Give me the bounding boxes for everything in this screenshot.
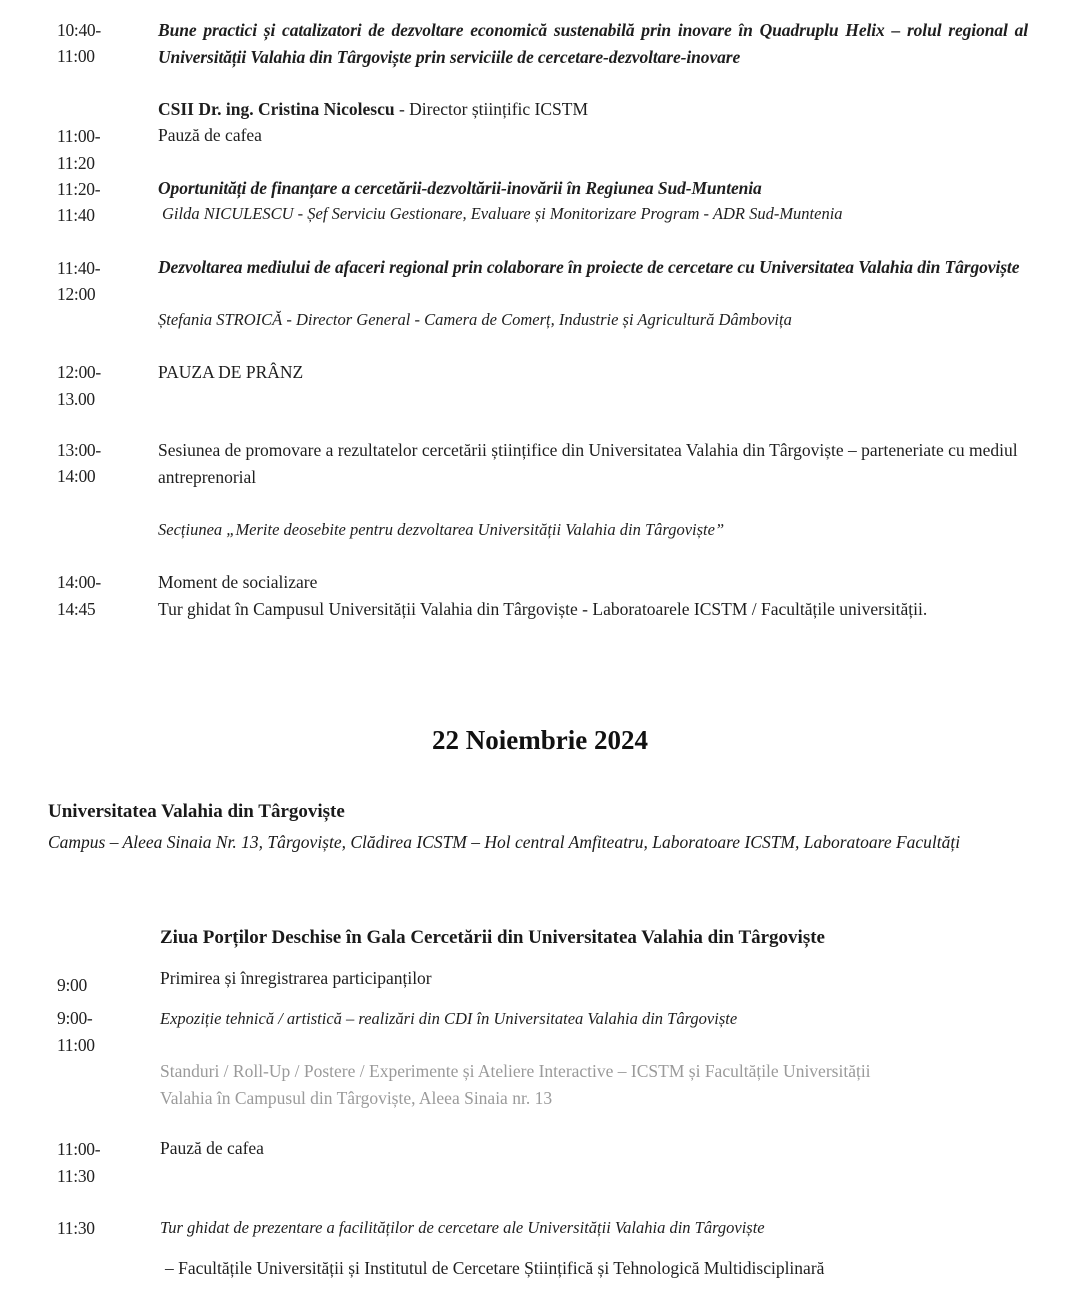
time-start: 11:20- [57, 179, 101, 199]
session-title: Oportunități de finanțare a cercetării-dezvoltării-inovării în Regiunea Sud-Muntenia [158, 178, 762, 198]
time-start: 11:40- [57, 258, 101, 278]
time-end: 11:00 [57, 46, 95, 66]
session-title: Expoziție tehnică / artistică – realizări din CDI în Universitatea Valahia din Târgoviște [160, 1009, 738, 1028]
time-start: 11:00- [57, 126, 101, 146]
time-start: 13:00- [57, 440, 101, 460]
speaker-line: Ștefania STROICĂ - Director General - Camera de Comerț, Industrie și Agricultură Dâmbovița [158, 310, 792, 329]
speaker-role: - Director științific ICSTM [394, 99, 589, 119]
speaker-line: Gilda NICULESCU - Șef Serviciu Gestionare, Evaluare și Monitorizare Program - ADR Sud-Muntenia [162, 204, 843, 223]
session-detail: Tur ghidat în Campusul Universității Valahia din Târgoviște - Laboratoarele ICSTM / Facultățile universității. [158, 599, 928, 619]
subsection-title: Secțiunea „Merite deosebite pentru dezvoltarea Universității Valahia din Târgoviște” [158, 520, 725, 539]
session-detail: Standuri / Roll-Up / Postere / Experimente și Ateliere Interactive – ICSTM și Facultățile Universității Valahia în Campusul din Târgoviște, Aleea Sinaia nr. 13 [160, 1061, 871, 1108]
time-end: 13.00 [57, 389, 95, 409]
time-end: 14:45 [57, 599, 96, 619]
time-end: 11:00 [57, 1035, 95, 1055]
session-title: Pauză de cafea [158, 125, 262, 145]
time-end: 14:00 [57, 466, 96, 486]
time-end: 12:00 [57, 284, 96, 304]
time: 9:00 [57, 975, 87, 995]
speaker-name: CSII Dr. ing. Cristina Nicolescu [158, 99, 395, 119]
session-title: PAUZA DE PRÂNZ [158, 362, 304, 382]
session-detail: – Facultățile Universității și Institutul de Cercetare Științifică și Tehnologică Multidisciplinară [165, 1258, 825, 1278]
time-start: 10:40- [57, 20, 101, 40]
session-title: Dezvoltarea mediului de afaceri regional prin colaborare în proiecte de cercetare cu Universitatea Valahia din Târgoviște [158, 257, 1020, 277]
date-heading: 22 Noiembrie 2024 [432, 725, 648, 755]
time: 11:30 [57, 1218, 95, 1238]
time-end: 11:20 [57, 153, 95, 173]
session-title: Pauză de cafea [160, 1138, 264, 1158]
time-start: 11:00- [57, 1139, 101, 1159]
session-title: Bune practici și catalizatori de dezvoltare economică sustenabilă prin inovare în Quadruplu Helix – rolul regional al Universității Valahia din Târgoviște prin serviciile de cercetare-dezvoltare-inovare [158, 20, 1028, 67]
time-end: 11:30 [57, 1166, 95, 1186]
venue-name: Universitatea Valahia din Târgoviște [48, 801, 345, 822]
section-title: Ziua Porților Deschise în Gala Cercetării din Universitatea Valahia din Târgoviște [160, 927, 825, 948]
time-start: 9:00- [57, 1008, 93, 1028]
time-start: 14:00- [57, 572, 101, 592]
time-end: 11:40 [57, 205, 95, 225]
session-title: Tur ghidat de prezentare a facilităților de cercetare ale Universității Valahia din Târgoviște [160, 1218, 765, 1237]
speaker-line [158, 96, 1028, 123]
session-title: Sesiunea de promovare a rezultatelor cercetării științifice din Universitatea Valahia din Târgoviște – parteneriate cu mediul antreprenorial [158, 440, 1018, 487]
venue-address: Campus – Aleea Sinaia Nr. 13, Târgoviște, Clădirea ICSTM – Hol central Amfiteatru, Laboratoare ICSTM, Laboratoare Facultăți [48, 832, 961, 852]
time-start: 12:00- [57, 362, 101, 382]
session-title: Moment de socializare [158, 572, 318, 592]
session-title: Primirea și înregistrarea participanților [160, 968, 432, 988]
